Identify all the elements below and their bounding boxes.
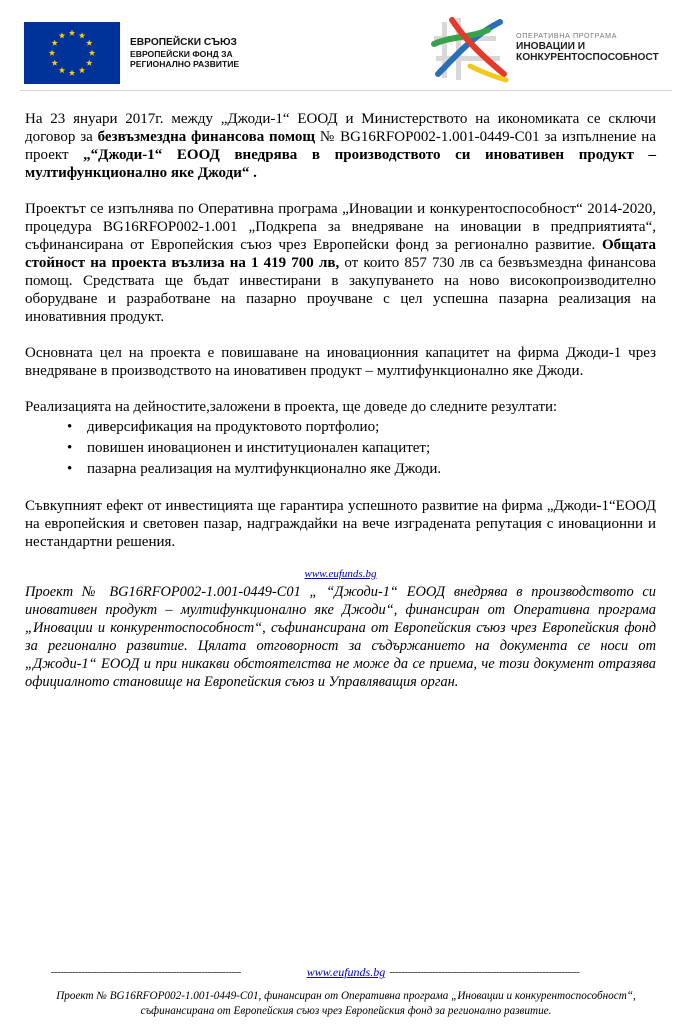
header-divider xyxy=(20,90,672,91)
results-list xyxy=(25,417,656,479)
contract-text-2: № BG16RFOP002-1.001-0449-C01 за изпълнение на проект xyxy=(25,129,656,163)
program-logo-text xyxy=(516,31,659,64)
program-text-1: Проектът се изпълнява по Оперативна програма „Иновации и конкурентоспособност“ 2014-2020, процедура BG16RFOP002-1.001 „Подкрепа за внедряване на иновации в предприятията“, съфинансирана от Европейския съюз чрез Европейски фонд за регионално развитие. xyxy=(25,201,656,253)
paragraph-goal: Основната цел на проекта е повишаване на иновационния капацитет на фирма Джоди-1 чрез внедряване в производството на иновативен продукт – мултифункционално яке Джоди. xyxy=(25,345,656,379)
footer-note: Проект № BG16RFOP002-1.001-0449-C01, финансиран от Оперативна програма „Иновации и конкурентоспособност“, съфинансирана от Европейския съюз чрез Европейския фонд за регионално развитие. xyxy=(56,990,636,1017)
eu-logo-fund-line1: ЕВРОПЕЙСКИ ФОНД ЗА xyxy=(130,48,233,59)
program-mark-icon xyxy=(430,14,510,86)
page-footer xyxy=(0,965,692,1019)
paragraph-results-intro: Реализацията на дейностите,заложени в проекта, ще доведе до следните резултати: xyxy=(25,399,558,415)
paragraph-effect: Съвкупният ефект от инвестицията ще гарантира успешното развитие на фирма „Джоди-1“ЕООД на европейския и световен пазар, надграждайки на вече изградената репутация с иновационни и нестандартни решения. xyxy=(25,498,656,550)
program-text-2: от които 857 730 лв са безвъзмездна финансова помощ. Средствата ще бъдат инвестирани в закупуването на ново високопроизводително оборудване и разработване на пазарно проучване с цел успешна пазарна реализация на иновативния продукт. xyxy=(25,255,656,325)
program-logo-line2: КОНКУРЕНТОСПОСОБНОСТ xyxy=(516,52,659,63)
contract-text-1: На 23 януари 2017г. между „Джоди-1“ ЕООД и Министерството на икономиката се сключи договор за xyxy=(25,111,656,145)
paragraph-program xyxy=(25,200,656,326)
page-header xyxy=(0,0,692,92)
list-item: • диверсификация на продуктовото портфолио; xyxy=(67,417,656,437)
footer-link-line xyxy=(0,965,692,979)
footer-dashes-right: -------------------------------------------------------------- xyxy=(389,966,580,978)
program-logo-line1: ИНОВАЦИИ И xyxy=(516,40,586,52)
document-body xyxy=(25,110,656,691)
eu-logo-text xyxy=(130,37,239,70)
eu-logo xyxy=(24,22,239,84)
contract-bold-grant: безвъзмездна финансова помощ xyxy=(97,129,316,145)
eufunds-link[interactable]: www.eufunds.bg xyxy=(304,568,377,580)
eu-logo-title: ЕВРОПЕЙСКИ СЪЮЗ xyxy=(130,36,237,48)
program-logo xyxy=(430,14,659,86)
eu-flag-icon xyxy=(24,22,120,84)
program-logo-small: ОПЕРАТИВНА ПРОГРАМА xyxy=(516,30,617,40)
program-bold-total: Общата стойност на проекта възлиза на 1 419 700 лв, xyxy=(25,237,656,271)
contract-bold-project: „“Джоди-1“ ЕООД внедрява в производството си иновативен продукт – мултифункционално яке Джоди“ . xyxy=(25,147,656,181)
paragraph-contract xyxy=(25,110,656,182)
footer-dashes-left: -------------------------------------------------------------- xyxy=(50,966,241,978)
footer-eufunds-link[interactable]: www.eufunds.bg xyxy=(306,965,386,979)
list-item: • пазарна реализация на мултифункционално яке Джоди. xyxy=(67,459,656,479)
list-item: • повишен иновационен и институционален капацитет; xyxy=(67,438,656,458)
eu-logo-fund-line2: РЕГИОНАЛНО РАЗВИТИЕ xyxy=(130,59,240,69)
disclaimer-text: Проект № BG16RFOP002-1.001-0449-C01 „ “Джоди-1“ ЕООД внедрява в производството си иновативен продукт – мултифункционално яке Джоди“, финансиран от Оперативна програма „Иновации и конкурентоспособност“, съфинансирана от Европейския съюз чрез Европейския фонд за регионално развитие. Цялата отговорност за съдържанието на документа се носи от „Джоди-1“ ЕООД и при никакви обстоятелства не може да се приема, че този документ отразява официалното становище на Европейския съюз и Управляващия орган. xyxy=(25,584,656,690)
